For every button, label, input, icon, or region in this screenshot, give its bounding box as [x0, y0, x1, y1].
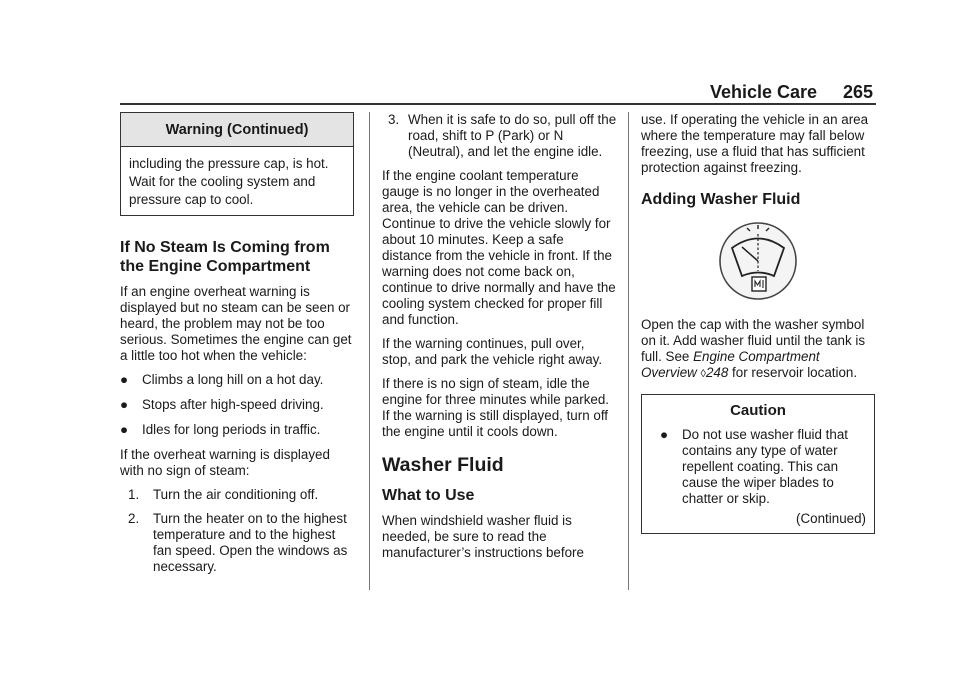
overheat-intro-paragraph: If an engine overheat warning is displayed but no steam can be seen or heard, the problem may not be too serious. Sometimes the engine can get a little too hot when the vehicle:: [120, 284, 352, 363]
engine-compartment-link[interactable]: Engine Compartment Overview: [641, 349, 820, 380]
column-3: [641, 112, 875, 550]
coolant-gauge-paragraph: If the engine coolant temperature gauge is no longer in the overheated area, the vehicle can be driven. Continue to drive the vehicle slowly for about 10 minutes. Keep a safe distance from the vehicle in front. If the warning does not come back on, continue to drive normally and have the cooling system checked for proper fill and function.: [382, 168, 616, 327]
page-number: 265: [843, 82, 874, 102]
overheat-no-steam-paragraph: If the overheat warning is displayed with no sign of steam:: [120, 447, 330, 478]
step-text: Turn the air conditioning off.: [153, 487, 319, 502]
warning-title: Warning (Continued): [121, 113, 353, 147]
page-ref-icon: ◊: [700, 368, 706, 380]
bullet-dot: ●: [660, 427, 669, 442]
no-steam-heading-line-2: the Engine Compartment: [120, 258, 311, 275]
caution-bullet-item: [650, 427, 866, 507]
caution-title: Caution: [730, 402, 786, 419]
column-1: [120, 112, 354, 583]
bullet-text: Idles for long periods in traffic.: [142, 422, 321, 437]
bullet-dot: ●: [120, 397, 129, 412]
warning-body: including the pressure cap, is hot. Wait for the cooling system and pressure cap to cool.: [129, 156, 329, 207]
step-item: [120, 511, 354, 575]
what-to-use-heading: What to Use: [382, 487, 475, 504]
what-to-use-paragraph: When windshield washer fluid is needed, be sure to read the manufacturer’s instructions before: [382, 513, 584, 560]
page-ref-number[interactable]: 248: [705, 365, 729, 380]
step-text: When it is safe to do so, pull off the road, shift to P (Park) or N (Neutral), and let the engine idle.: [408, 112, 617, 159]
no-steam-idle-paragraph: If there is no sign of steam, idle the engine for three minutes while parked. If the warning is still displayed, turn off the engine until it cools down.: [382, 376, 610, 439]
bullet-dot: ●: [120, 422, 129, 437]
warning-box: [120, 112, 354, 216]
step-number: 2.: [128, 511, 140, 526]
bullet-text: Stops after high-speed driving.: [142, 397, 324, 412]
step-item: [382, 112, 617, 160]
caution-text: Do not use washer fluid that contains any type of water repellent coating. This can cause the wiper blades to chatter or skip.: [682, 427, 848, 506]
bullet-text: Climbs a long hill on a hot day.: [142, 372, 324, 387]
section-title: Vehicle Care: [710, 82, 818, 102]
header-rule: [120, 103, 876, 105]
adding-fluid-paragraph: [641, 317, 875, 382]
adding-washer-fluid-heading: Adding Washer Fluid: [641, 191, 801, 208]
washer-fluid-heading: Washer Fluid: [382, 454, 504, 476]
washer-fluid-symbol-icon: [718, 221, 798, 301]
bullet-dot: ●: [120, 372, 129, 387]
step-text: Turn the heater on to the highest temperature and to the highest fan speed. Open the windows as necessary.: [153, 511, 348, 574]
no-steam-heading-line-1: If No Steam Is Coming from: [120, 239, 330, 256]
bullet-item: [120, 372, 354, 388]
caution-body: [642, 427, 874, 533]
step-item: [120, 487, 354, 503]
step-number: 1.: [128, 487, 140, 502]
no-steam-heading: [120, 238, 354, 276]
warning-continues-paragraph: If the warning continues, pull over, stop, and park the vehicle right away.: [382, 336, 603, 367]
step-number: 3.: [388, 112, 400, 127]
column-divider-2: [628, 112, 629, 590]
adding-fluid-text-end: for reservoir location.: [728, 365, 858, 380]
column-2: [382, 112, 617, 569]
bullet-item: [120, 397, 354, 413]
column-divider-1: [369, 112, 370, 590]
continued-label: (Continued): [796, 511, 866, 526]
caution-box: [641, 394, 875, 534]
bullet-item: [120, 422, 354, 438]
adding-fluid-text: Open the cap with the washer symbol on it. Add washer fluid until the tank is full. See: [641, 317, 866, 364]
freezing-paragraph: use. If operating the vehicle in an area where the temperature may fall below freezing, use a fluid that has sufficient protection against freezing.: [641, 112, 869, 175]
